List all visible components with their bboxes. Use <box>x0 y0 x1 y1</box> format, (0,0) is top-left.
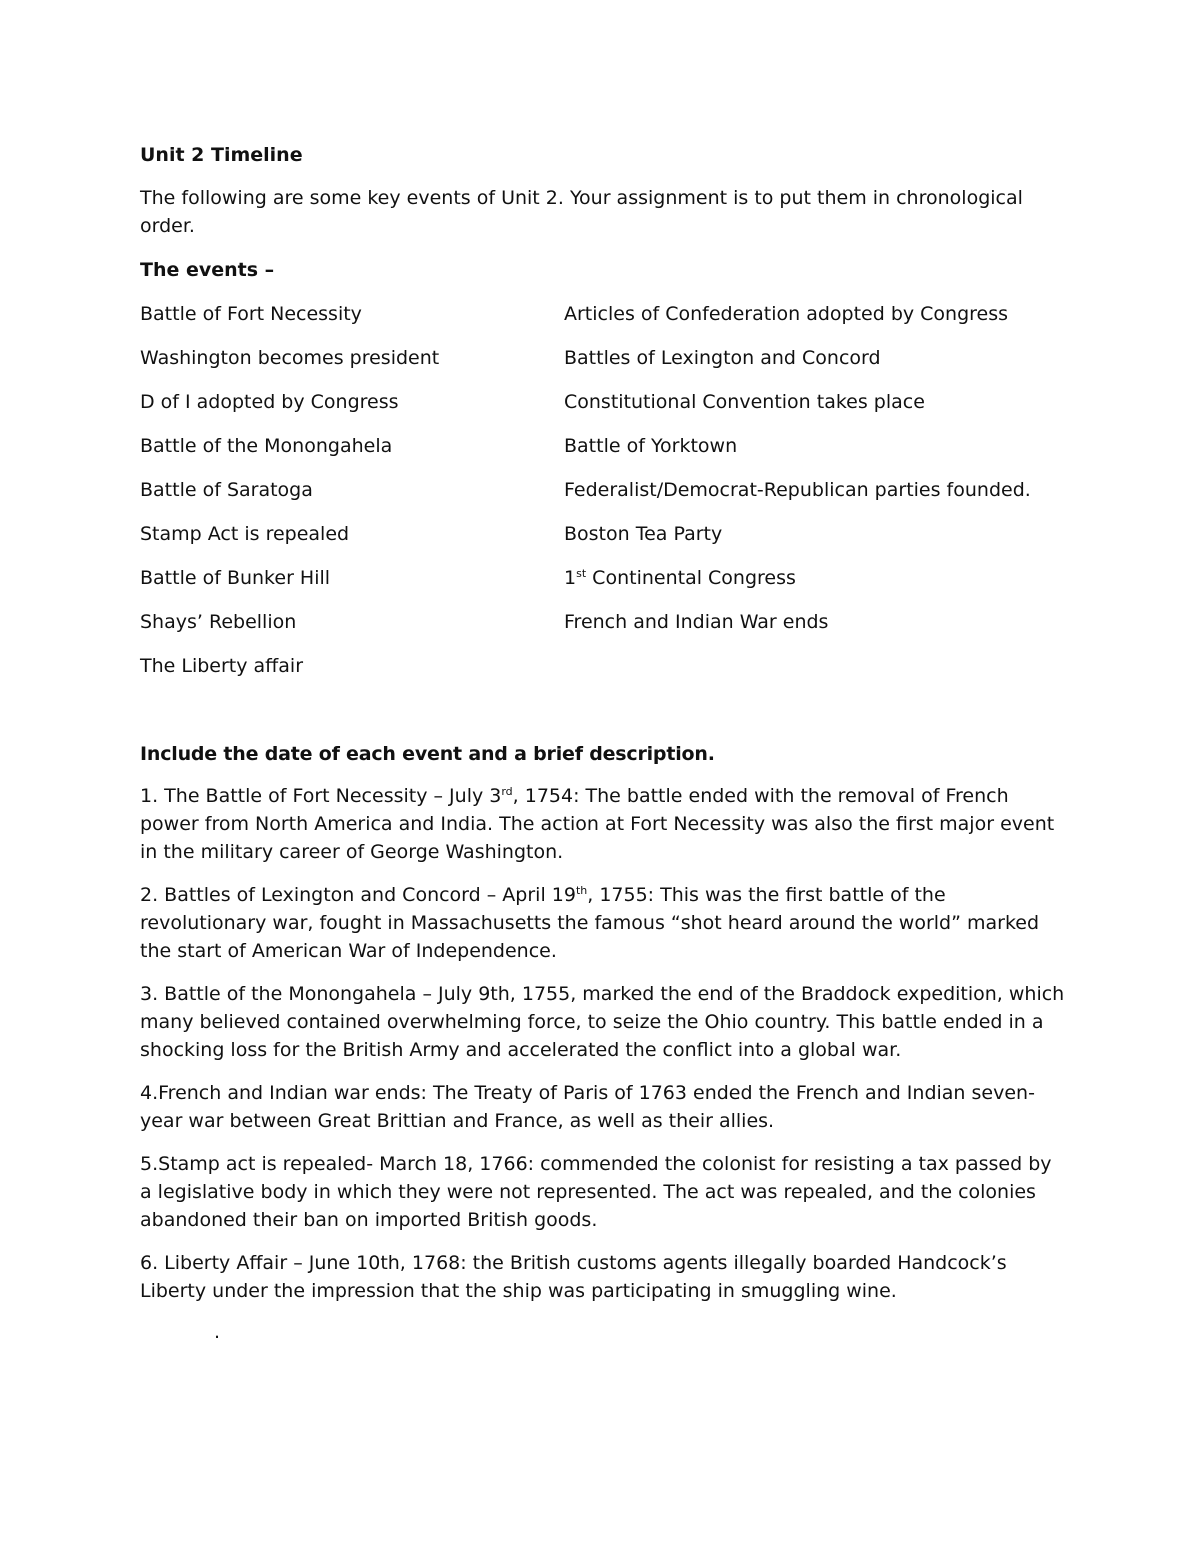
event-item <box>564 388 1070 416</box>
event-item <box>140 300 564 328</box>
event-text: Federalist/Democrat-Republican parties founded. <box>564 479 1031 501</box>
timeline-entry <box>140 881 1065 965</box>
events-list <box>140 300 1070 680</box>
event-item <box>564 300 1070 328</box>
timeline-entry <box>140 782 1065 866</box>
event-text: Stamp Act is repealed <box>140 523 350 545</box>
event-superscript: st <box>576 567 587 580</box>
entry-superscript: th <box>575 884 588 897</box>
event-item <box>140 520 564 548</box>
timeline-entry <box>140 1249 1065 1305</box>
trailing-mark: . <box>214 1321 221 1343</box>
event-text: D of I adopted by Congress <box>140 391 399 413</box>
entry-superscript: rd <box>501 785 513 798</box>
event-text: Battle of Saratoga <box>140 479 313 501</box>
events-heading: The events – <box>140 259 275 281</box>
event-item <box>564 476 1070 504</box>
entry-text: 6. Liberty Affair – June 10th, 1768: the British customs agents illegally boarded Handcock’s Liberty under the impression that the ship was participating in smuggling wine. <box>140 1252 1007 1302</box>
instructions-heading: Include the date of each event and a brief description. <box>140 743 715 765</box>
timeline-entry <box>140 1079 1065 1135</box>
event-text: Battle of Fort Necessity <box>140 303 362 325</box>
event-item <box>140 344 564 372</box>
entry-text: 2. Battles of Lexington and Concord – April 19 <box>140 884 576 906</box>
document-title: Unit 2 Timeline <box>140 144 303 166</box>
document-page <box>140 141 1070 1320</box>
event-text: Constitutional Convention takes place <box>564 391 925 413</box>
entry-text: 5.Stamp act is repealed- March 18, 1766: commended the colonist for resisting a tax passed by a legislative body in which they were not represented. The act was repealed, and the colonies abandoned their ban on imported British goods. <box>140 1153 1052 1231</box>
event-text: The Liberty affair <box>140 655 304 677</box>
event-item <box>564 344 1070 372</box>
entry-text-suffix: , 1754: The battle ended with the removal of French power from North America and India. The action at Fort Necessity was also the first major event in the military career of George Washington. <box>140 785 1055 863</box>
event-text: Articles of Confederation adopted by Congress <box>564 303 1009 325</box>
event-item <box>140 476 564 504</box>
intro-paragraph: The following are some key events of Unit 2. Your assignment is to put them in chronological order. <box>140 187 1023 237</box>
event-text: Battle of Yorktown <box>564 435 738 457</box>
entry-text: 4.French and Indian war ends: The Treaty of Paris of 1763 ended the French and Indian seven-year war between Great Brittian and France, as well as their allies. <box>140 1082 1035 1132</box>
event-item <box>564 520 1070 548</box>
entry-text: 3. Battle of the Monongahela – July 9th, 1755, marked the end of the Braddock expedition, which many believed contained overwhelming force, to seize the Ohio country. This battle ended in a shocking loss for the British Army and accelerated the conflict into a global war. <box>140 983 1065 1061</box>
event-text-suffix: Continental Congress <box>586 567 796 589</box>
event-item <box>140 564 564 592</box>
event-text: Battle of Bunker Hill <box>140 567 331 589</box>
entry-text: 1. The Battle of Fort Necessity – July 3 <box>140 785 502 807</box>
timeline-entries <box>140 782 1070 1305</box>
event-item <box>140 652 564 680</box>
event-item <box>140 432 564 460</box>
event-item <box>564 608 1070 636</box>
event-item <box>140 388 564 416</box>
timeline-entry <box>140 1150 1065 1234</box>
entry-text-suffix: , 1755: This was the first battle of the revolutionary war, fought in Massachusetts the famous “shot heard around the world” marked the start of American War of Independence. <box>140 884 1040 962</box>
event-text: Shays’ Rebellion <box>140 611 297 633</box>
event-text: Boston Tea Party <box>564 523 723 545</box>
event-text: French and Indian War ends <box>564 611 829 633</box>
event-item <box>140 608 564 636</box>
event-text: Battle of the Monongahela <box>140 435 393 457</box>
event-item <box>564 432 1070 460</box>
event-item <box>564 564 1070 592</box>
event-text: Washington becomes president <box>140 347 440 369</box>
event-text: Battles of Lexington and Concord <box>564 347 881 369</box>
timeline-entry <box>140 980 1065 1064</box>
event-text: 1 <box>564 567 577 589</box>
